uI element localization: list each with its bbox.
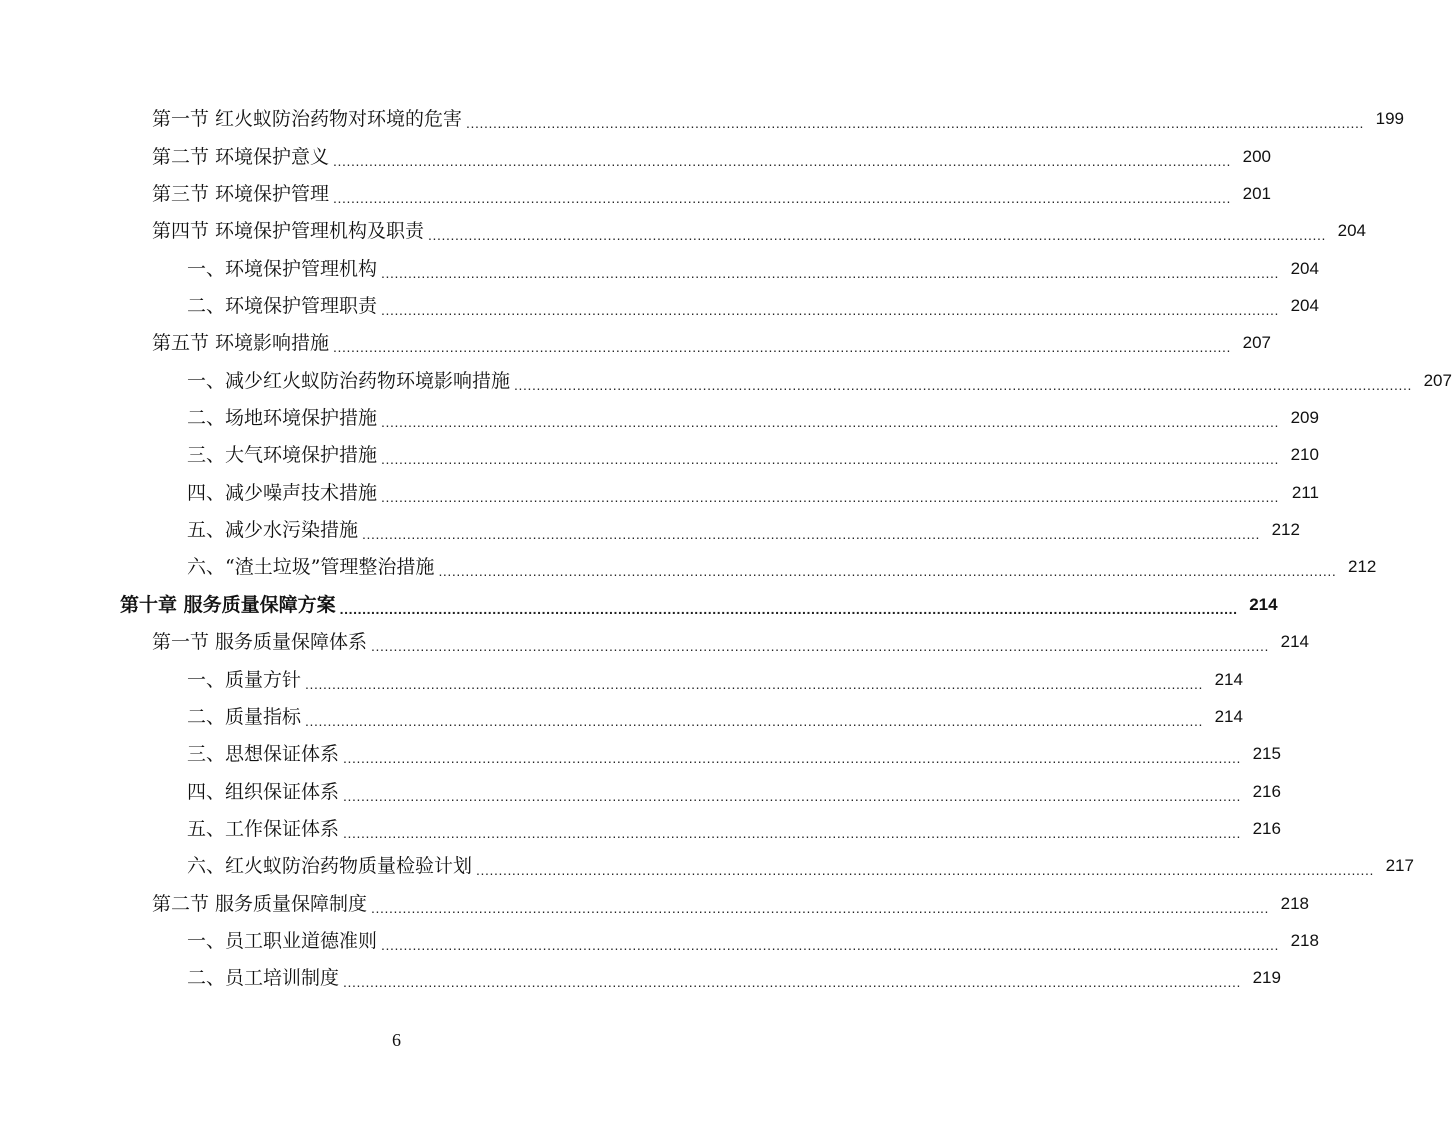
toc-subsection-entry[interactable] [0,548,1377,585]
toc-entry-title: 第一节 服务质量保障体系 [152,631,368,654]
toc-entry-page: 217 [1385,856,1414,876]
toc-entry-title: 二、质量指标 [187,705,302,728]
toc-entry-page: 201 [1242,184,1271,204]
toc-entry-page: 207 [1423,370,1452,390]
toc-entry-page: 216 [1252,781,1281,801]
toc-dot-leader: ........................................................................................................................................................................................................ [381,488,1279,505]
toc-entry-title: 三、大气环境保护措施 [187,444,378,467]
toc-entry-title: 五、减少水污染措施 [187,519,359,542]
toc-subsection-entry[interactable] [0,772,1281,809]
toc-subsection-entry[interactable] [0,249,1319,286]
toc-entry-title: 一、质量方针 [187,668,302,691]
toc-dot-leader: ........................................................................................................................................................................................................ [343,750,1241,767]
toc-dot-leader: ........................................................................................................................................................................................................ [438,563,1337,580]
toc-dot-leader: ........................................................................................................................................................................................................ [333,190,1231,207]
toc-dot-leader: ........................................................................................................................................................................................................ [381,414,1279,431]
toc-section-entry[interactable] [0,175,1271,212]
toc-entry-page: 210 [1290,445,1319,465]
toc-dot-leader: ........................................................................................................................................................................................................ [339,600,1238,617]
toc-entry-title: 六、红火蚁防治药物质量检验计划 [187,855,473,878]
toc-entry-title: 二、员工培训制度 [187,967,340,990]
toc-section-entry[interactable] [0,137,1271,174]
toc-dot-leader: ........................................................................................................................................................................................................ [381,451,1279,468]
toc-entry-title: 一、减少红火蚁防治药物环境影响措施 [187,369,511,392]
toc-section-entry[interactable] [0,623,1309,660]
toc-entry-title: 第一节 红火蚁防治药物对环境的危害 [152,108,463,131]
toc-entry-title: 第三节 环境保护管理 [152,183,330,206]
toc-subsection-entry[interactable] [0,735,1281,772]
toc-dot-leader: ........................................................................................................................................................................................................ [428,227,1326,244]
toc-section-entry[interactable] [0,212,1366,249]
toc-entry-title: 四、减少噪声技术措施 [187,481,378,504]
toc-entry-title: 六、“渣土垃圾”管理整治措施 [187,556,435,579]
toc-dot-leader: ........................................................................................................................................................................................................ [466,115,1364,132]
toc-entry-title: 第十章 服务质量保障方案 [120,593,336,616]
toc-subsection-entry[interactable] [0,399,1319,436]
toc-entry-title: 一、环境保护管理机构 [187,257,378,280]
toc-dot-leader: ........................................................................................................................................................................................................ [333,152,1231,169]
toc-subsection-entry[interactable] [0,436,1319,473]
toc-entry-page: 204 [1290,296,1319,316]
toc-entry-page: 214 [1214,669,1243,689]
toc-subsection-entry[interactable] [0,810,1281,847]
toc-subsection-entry[interactable] [0,698,1243,735]
toc-entry-title: 第二节 服务质量保障制度 [152,892,368,915]
toc-entry-title: 二、环境保护管理职责 [187,295,378,318]
toc-dot-leader: ........................................................................................................................................................................................................ [371,638,1269,655]
toc-entry-title: 第四节 环境保护管理机构及职责 [152,220,425,243]
page-number: 6 [392,1030,401,1050]
toc-dot-leader: ........................................................................................................................................................................................................ [514,376,1412,393]
toc-entry-page: 218 [1280,893,1309,913]
toc-dot-leader: ........................................................................................................................................................................................................ [305,712,1203,729]
toc-entry-page: 207 [1242,333,1271,353]
toc-dot-leader: ........................................................................................................................................................................................................ [305,675,1203,692]
toc-entry-page: 214 [1280,632,1309,652]
toc-entry-page: 212 [1271,520,1300,540]
toc-section-entry[interactable] [0,884,1309,921]
toc-dot-leader: ........................................................................................................................................................................................................ [381,264,1279,281]
toc-subsection-entry[interactable] [0,847,1414,884]
toc-dot-leader: ........................................................................................................................................................................................................ [362,526,1260,543]
toc-entry-page: 216 [1252,818,1281,838]
toc-entry-page: 209 [1290,408,1319,428]
toc-section-entry[interactable] [0,324,1271,361]
toc-chapter-entry[interactable] [0,585,1278,622]
toc-subsection-entry[interactable] [0,511,1300,548]
toc-dot-leader: ........................................................................................................................................................................................................ [381,302,1279,319]
toc-dot-leader: ........................................................................................................................................................................................................ [343,824,1241,841]
toc-entry-page: 212 [1348,557,1377,577]
toc-dot-leader: ........................................................................................................................................................................................................ [381,936,1279,953]
toc-entry-page: 219 [1252,968,1281,988]
toc-dot-leader: ........................................................................................................................................................................................................ [371,899,1269,916]
toc-subsection-entry[interactable] [0,959,1281,996]
toc-entry-page: 215 [1252,744,1281,764]
toc-entry-title: 一、员工职业道德准则 [187,929,378,952]
toc-entry-title: 第二节 环境保护意义 [152,145,330,168]
toc-entry-page: 211 [1291,482,1319,502]
toc-entry-page: 200 [1242,146,1271,166]
toc-section-entry[interactable] [0,100,1404,137]
toc-entry-title: 三、思想保证体系 [187,743,340,766]
toc-entry-page: 218 [1290,930,1319,950]
toc-subsection-entry[interactable] [0,287,1319,324]
toc-entry-title: 五、工作保证体系 [187,817,340,840]
toc-entry-page: 199 [1375,109,1404,129]
toc-entry-title: 四、组织保证体系 [187,780,340,803]
toc-entry-title: 第五节 环境影响措施 [152,332,330,355]
toc-dot-leader: ........................................................................................................................................................................................................ [476,862,1374,879]
toc-subsection-entry[interactable] [0,660,1243,697]
toc-subsection-entry[interactable] [0,473,1319,510]
toc-entry-page: 214 [1214,706,1243,726]
table-of-contents [0,100,1452,996]
toc-entry-page: 204 [1290,258,1319,278]
toc-subsection-entry[interactable] [0,361,1452,398]
toc-entry-title: 二、场地环境保护措施 [187,407,378,430]
toc-entry-page: 214 [1249,594,1278,614]
toc-subsection-entry[interactable] [0,922,1319,959]
toc-dot-leader: ........................................................................................................................................................................................................ [343,787,1241,804]
toc-entry-page: 204 [1337,221,1366,241]
toc-dot-leader: ........................................................................................................................................................................................................ [343,974,1241,991]
toc-dot-leader: ........................................................................................................................................................................................................ [333,339,1231,356]
